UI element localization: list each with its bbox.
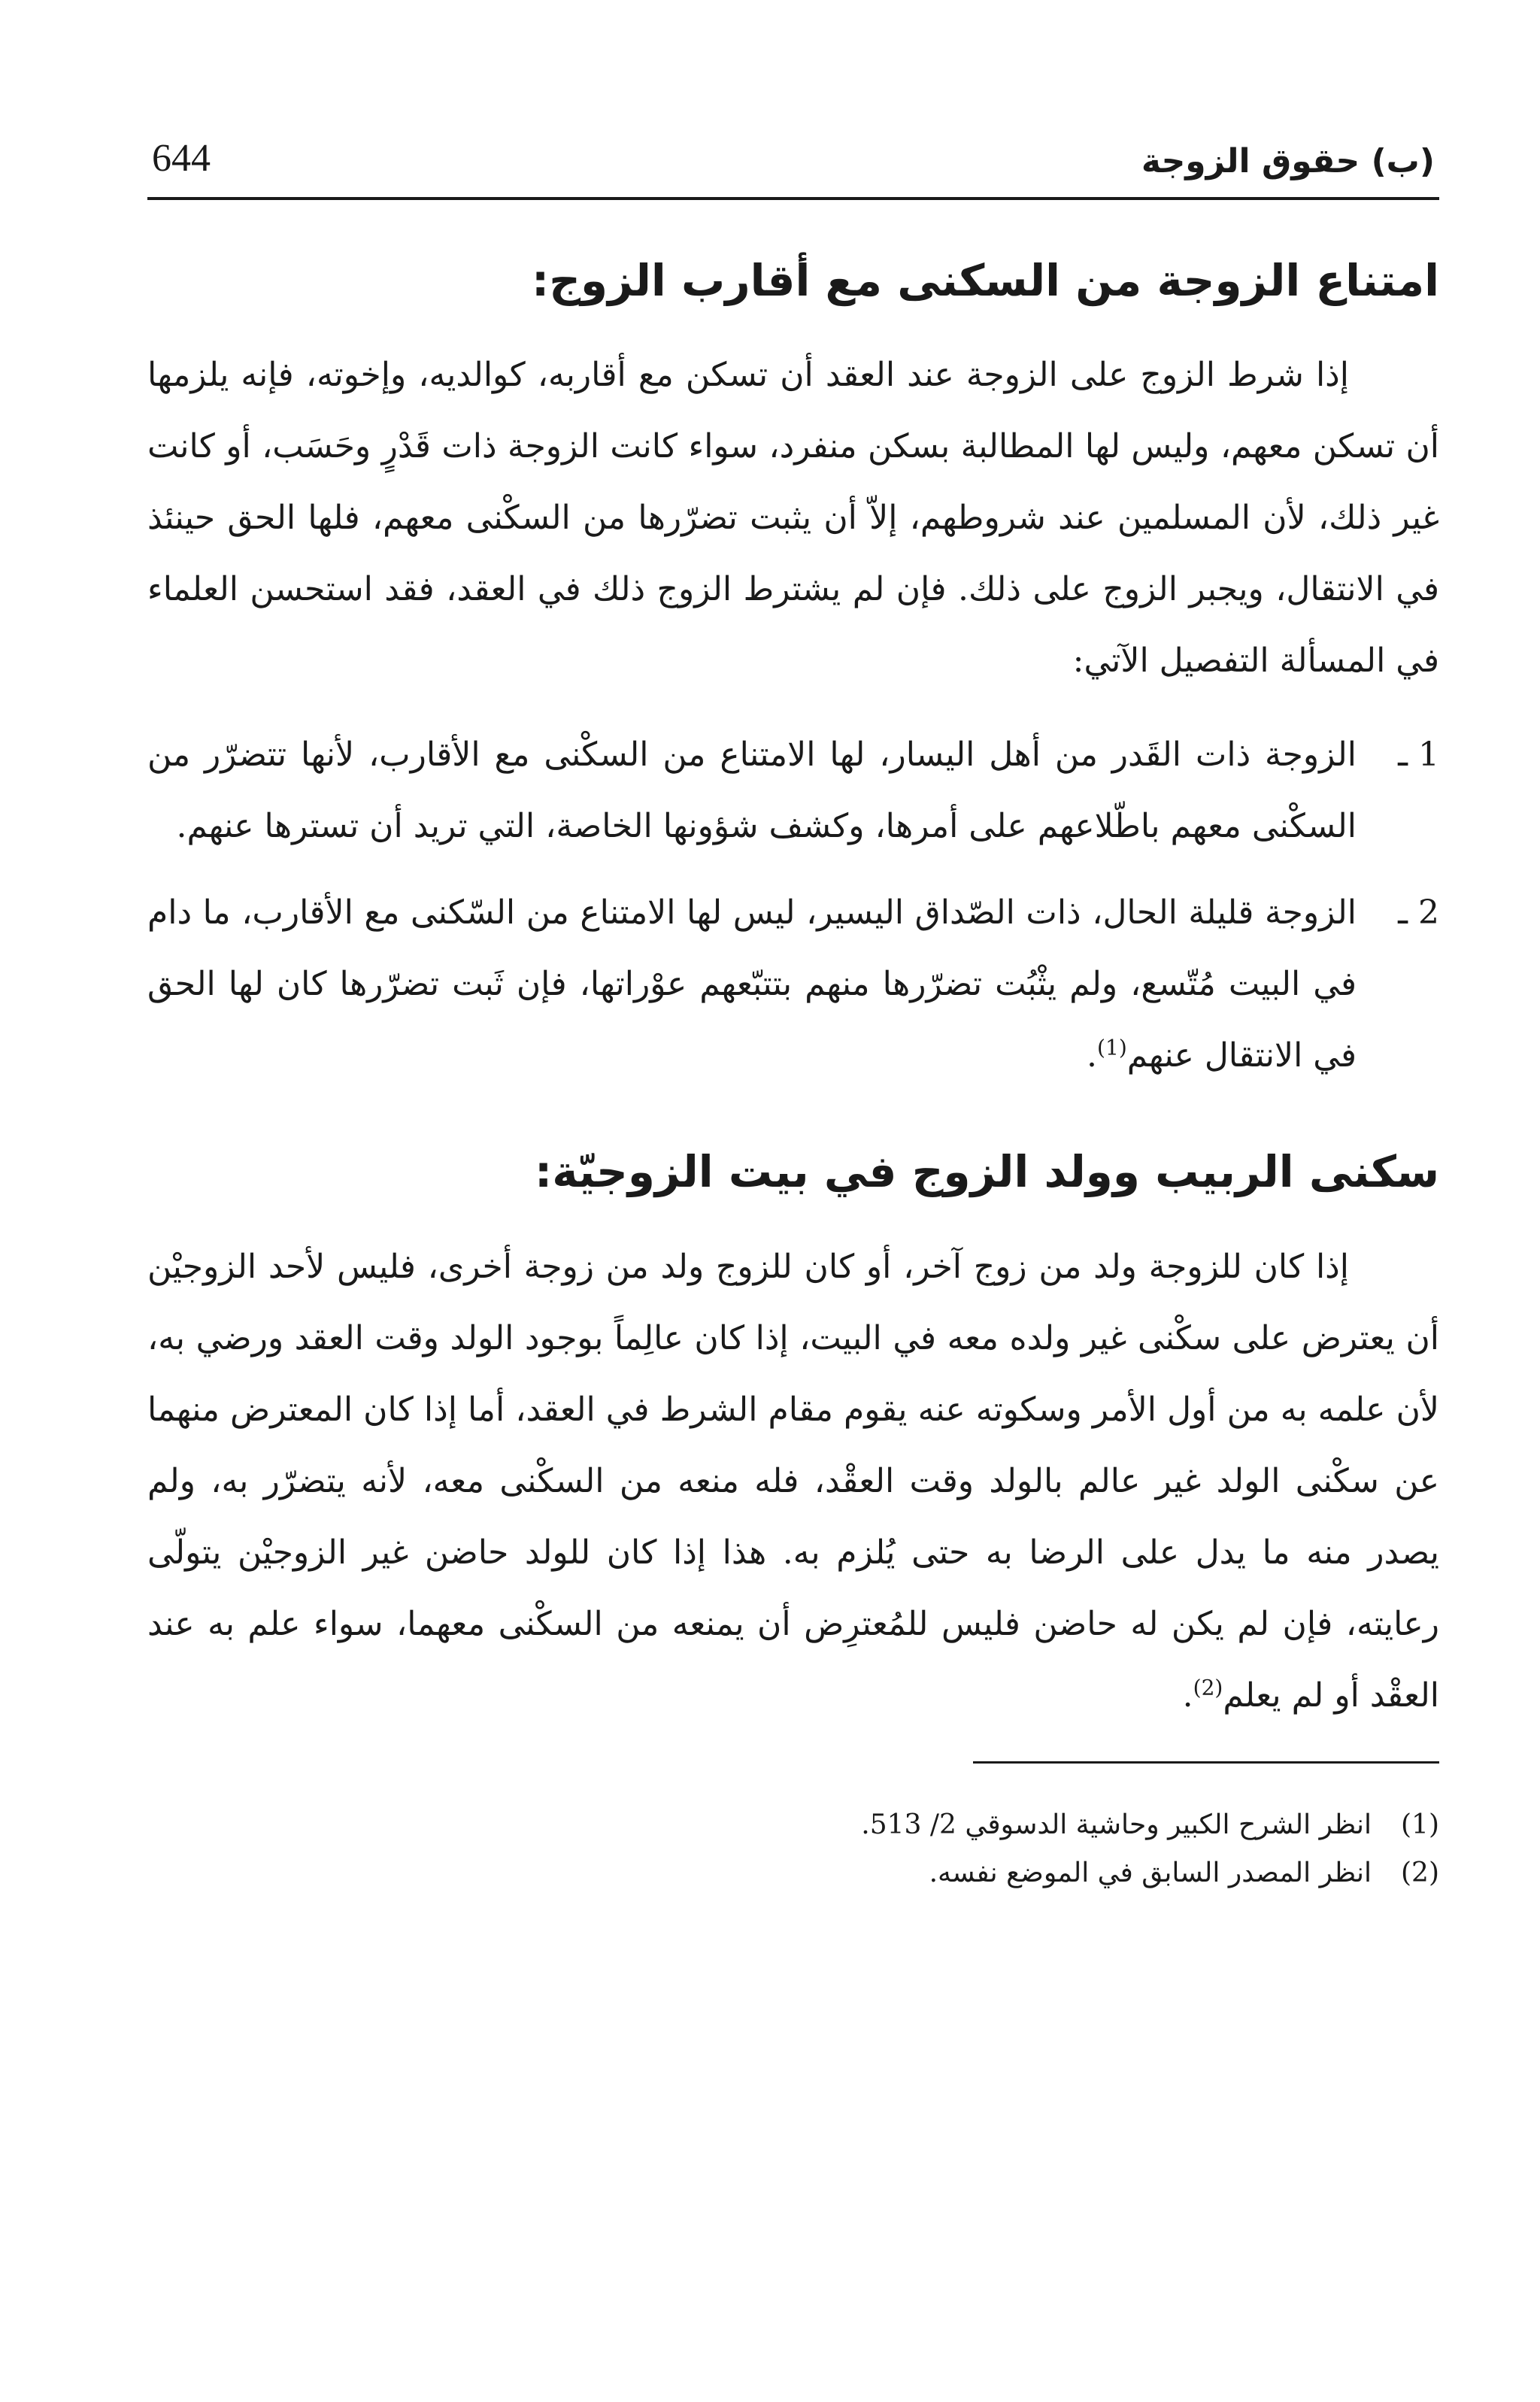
footnote bbox=[147, 1801, 1439, 1849]
list-item bbox=[147, 719, 1439, 862]
list-item-content bbox=[147, 877, 1357, 1091]
running-title: (ب) حقوق الزوجة bbox=[1141, 142, 1435, 180]
running-header bbox=[147, 113, 1439, 180]
footnote-text: انظر المصدر السابق في الموضع نفسه. bbox=[929, 1857, 1372, 1888]
footnote-separator bbox=[973, 1761, 1439, 1764]
list-item-text: الزوجة قليلة الحال، ذات الصّداق اليسير، ليس لها الامتناع من السّكنى مع الأقارب، ما دام في البيت مُتّسع، ولم يثْبُت تضرّرها منهم بتتبّعهم عوْراتها، فإن ثَبت تضرّرها كان لها الحق في الانتقال عنهم bbox=[147, 893, 1357, 1075]
paragraph-text: إذا كان للزوجة ولد من زوج آخر، أو كان للزوج ولد من زوجة أخرى، فليس لأحد الزوجيْن أن يعترض على سكْنى غير ولده معه في البيت، إذا كان عالِماً بوجود الولد وقت العقد ورضي به، لأن علمه به من أول الأمر وسكوته عنه يقوم مقام الشرط في العقد، أما إذا كان المعترض منهما عن سكْنى الولد غير عالم بالولد وقت العقْد، فله منعه من السكْنى معه، لأنه يتضرّر به، ولم يصدر منه ما يدل على الرضا به حتى يُلزم به. هذا إذا كان للولد حاضن غير الزوجيْن يتولّى رعايته، فإن لم يكن له حاضن فليس للمُعترِض أن يمنعه من السكْنى معهما، سواء علم به عند العقْد أو لم يعلم bbox=[147, 1247, 1440, 1715]
book-page bbox=[147, 113, 1439, 1897]
footnote-text: انظر الشرح الكبير وحاشية الدسوقي 2/ 513. bbox=[861, 1809, 1372, 1840]
section-heading-stepchild: سكنى الربيب وولد الزوج في بيت الزوجيّة: bbox=[535, 1146, 1439, 1198]
sentence-end: . bbox=[1087, 1036, 1098, 1075]
page-number: 644 bbox=[152, 137, 211, 180]
footnote-number: (1) bbox=[1401, 1809, 1439, 1840]
header-rule bbox=[147, 197, 1439, 200]
section-paragraph-stepchild bbox=[147, 1231, 1439, 1731]
list-item bbox=[147, 877, 1439, 1091]
sentence-end: . bbox=[1182, 1676, 1193, 1715]
list-item-number: 2 ـ bbox=[1398, 893, 1439, 933]
list-item-text: الزوجة ذات القَدر من أهل اليسار، لها الامتناع من السكْنى مع الأقارب، لأنها تتضرّر من السكْنى معهم باطّلاعهم على أمرها، وكشف شؤونها الخاصة، التي تريد أن تسترها عنهم. bbox=[147, 735, 1357, 846]
list-item-number: 1 ـ bbox=[1398, 735, 1439, 775]
section-heading-relatives: امتناع الزوجة من السكنى مع أقارب الزوج: bbox=[532, 255, 1439, 306]
footnote bbox=[147, 1849, 1439, 1897]
footnote-number: (2) bbox=[1401, 1857, 1439, 1888]
footnote-reference: (2) bbox=[1193, 1675, 1223, 1700]
footnote-reference: (1) bbox=[1097, 1035, 1127, 1060]
section-paragraph-relatives: إذا شرط الزوج على الزوجة عند العقد أن تسكن مع أقاربه، كوالديه، وإخوته، فإنه يلزمها أن تسكن معهم، وليس لها المطالبة بسكن منفرد، سواء كانت الزوجة ذات قَدْرٍ وحَسَب، أو كانت غير ذلك، لأن المسلمين عند شروطهم، إلاّ أن يثبت تضرّرها من السكْنى معهم، فلها الحق حينئذ في الانتقال، ويجبر الزوج على ذلك. فإن لم يشترط الزوج ذلك في العقد، فقد استحسن العلماء في المسألة التفصيل الآتي: bbox=[147, 356, 1439, 681]
